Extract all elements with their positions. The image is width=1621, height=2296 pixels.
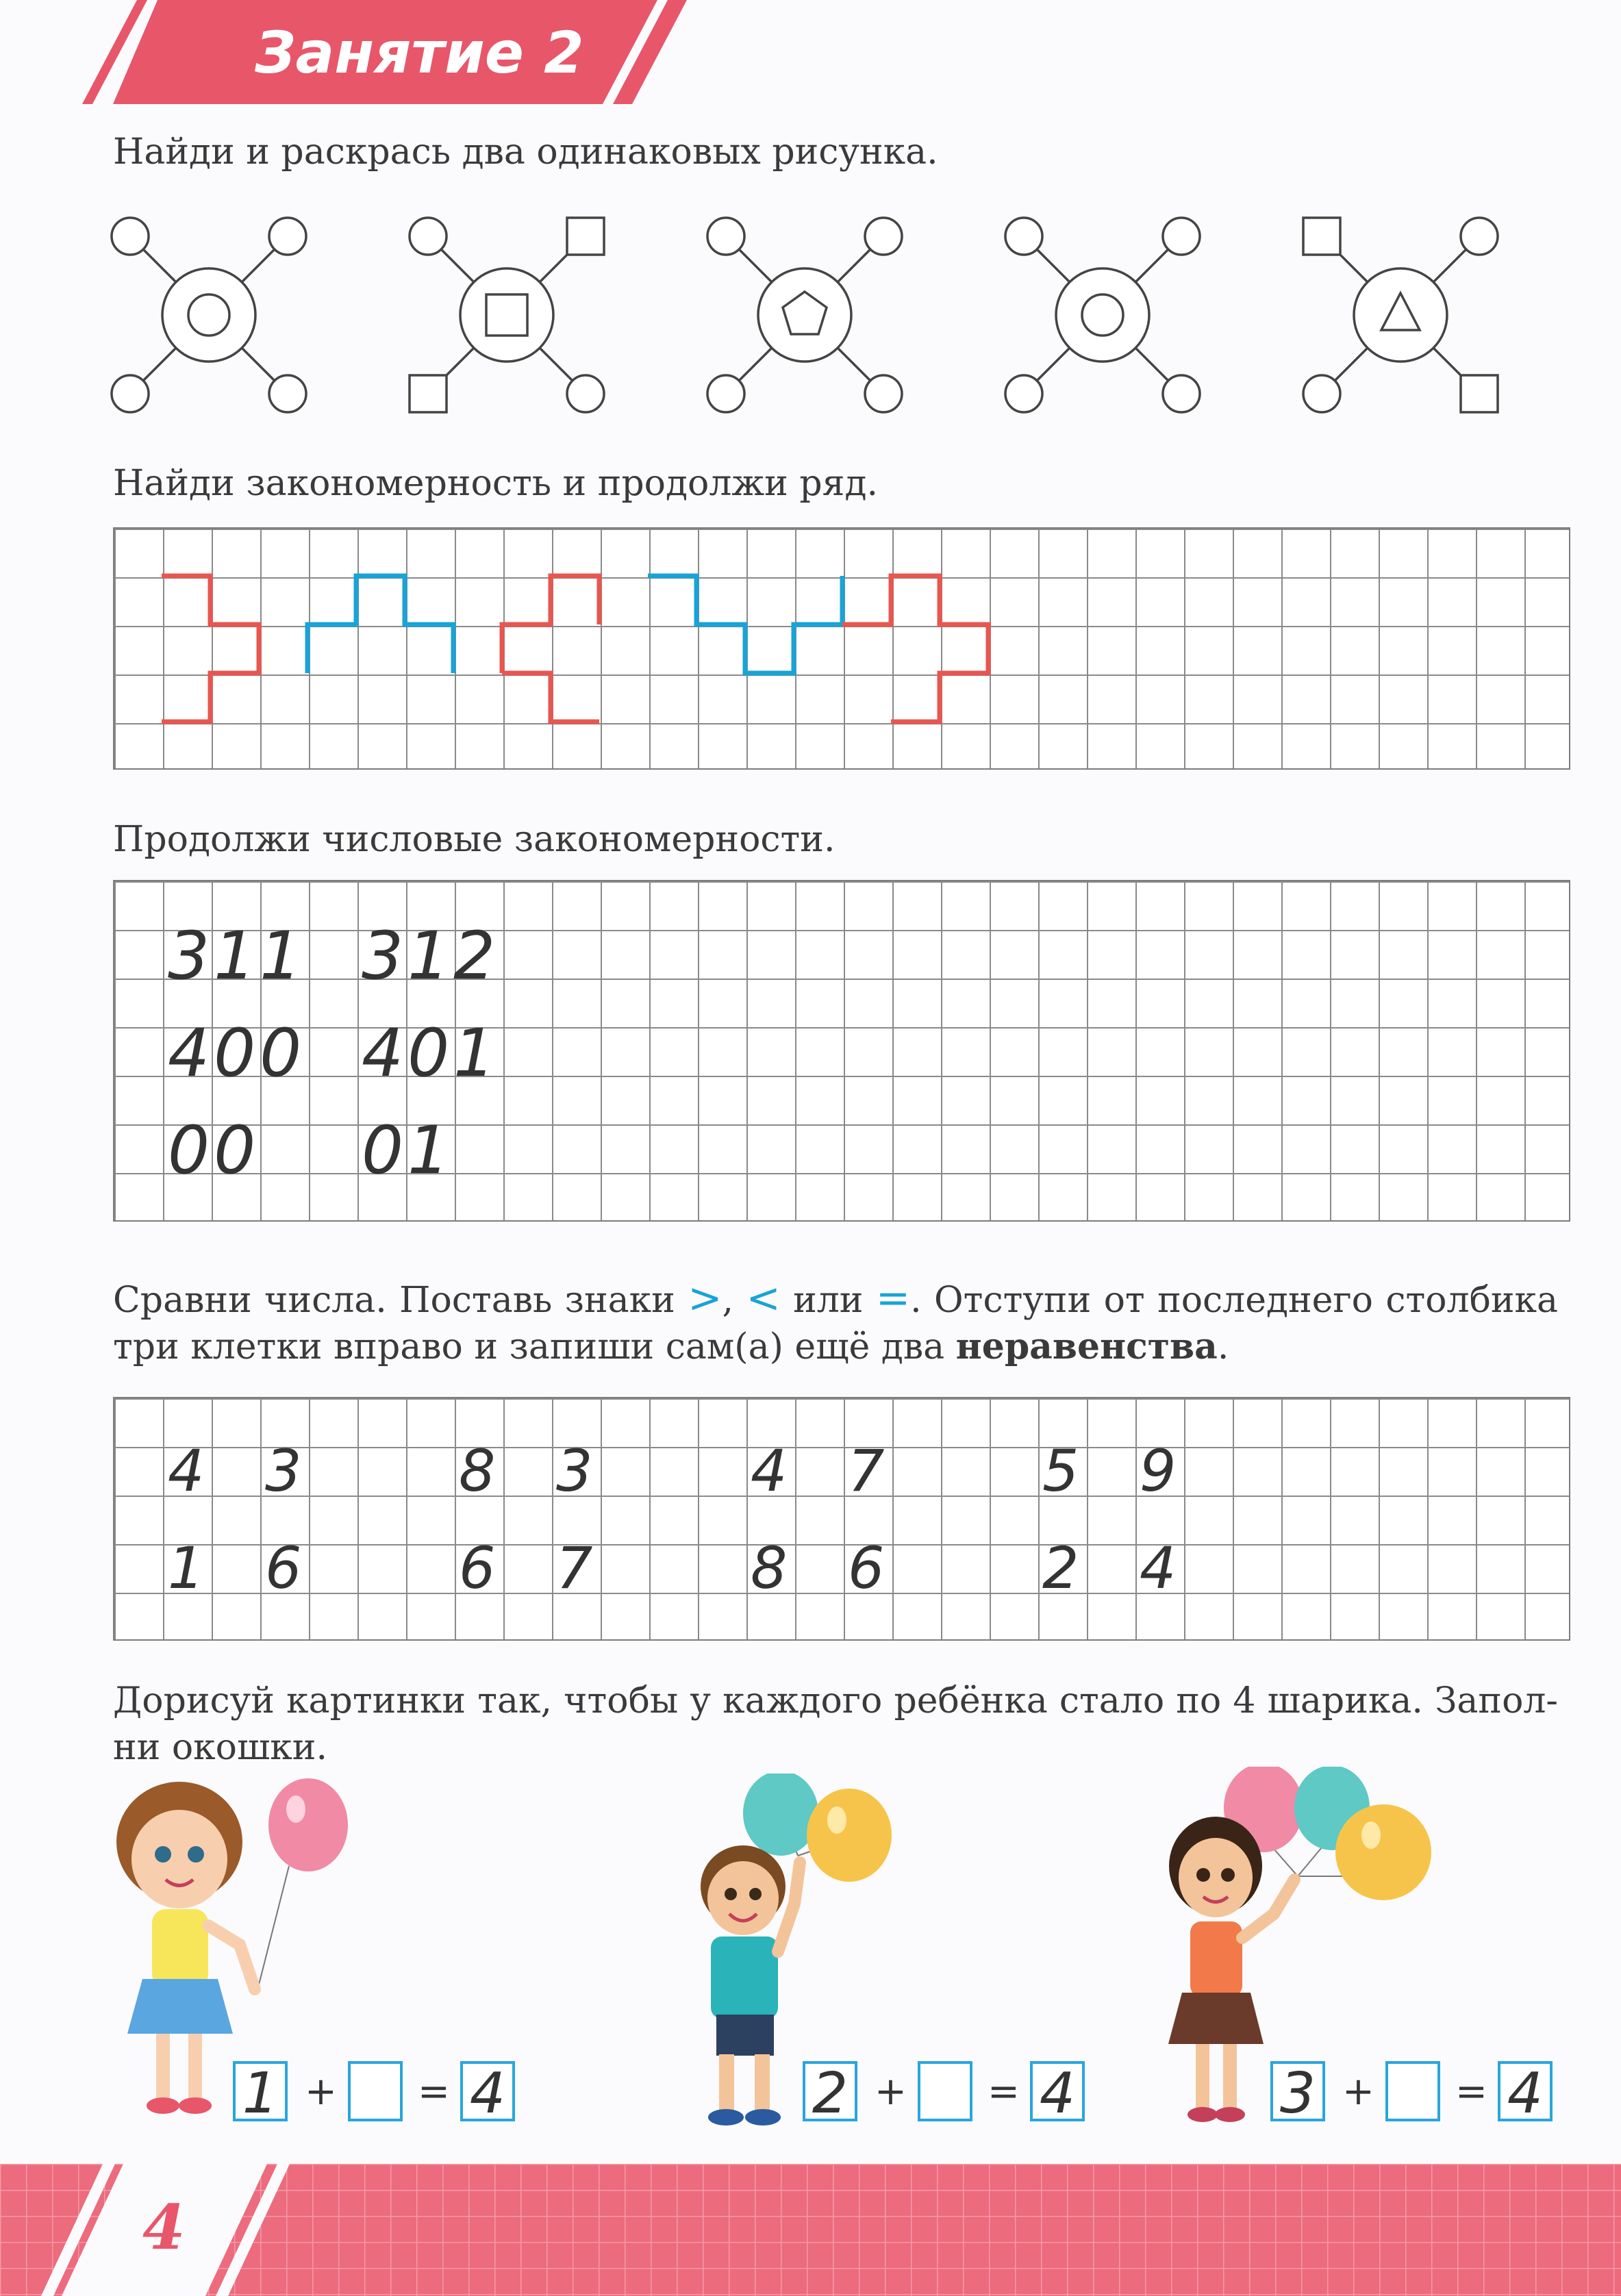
cmp-bot-2b: 7	[556, 1535, 597, 1602]
less-sign: <	[746, 1274, 781, 1322]
equation3-box-c: 4	[1498, 2061, 1553, 2121]
pattern-lines	[113, 527, 1568, 767]
cmp-bot-2a: 6	[459, 1535, 500, 1602]
equation3-equals: =	[1455, 2069, 1487, 2114]
equals-sign: =	[875, 1274, 911, 1322]
cmp-bot-3b: 6	[848, 1535, 889, 1602]
equation2-box-a: 2	[803, 2061, 857, 2121]
cmp-top-2b: 3	[556, 1437, 597, 1504]
seq-row2-a: 400	[168, 1015, 306, 1092]
footer-bar	[0, 2164, 1621, 2296]
cmp-bot-4a: 2	[1042, 1535, 1083, 1602]
cmp-bot-4b: 4	[1140, 1535, 1181, 1602]
equation3-box-a: 3	[1270, 2061, 1325, 2121]
lesson-title: Занятие 2	[255, 19, 584, 86]
cmp-top-1b: 3	[265, 1437, 306, 1504]
figure-3	[707, 218, 902, 412]
equation1-plus: +	[305, 2069, 337, 2114]
equation2-equals: =	[988, 2069, 1020, 2114]
figure-4	[1005, 218, 1200, 412]
cmp-top-1a: 4	[168, 1437, 209, 1504]
task4-instruction: Сравни числа. Поставь знаки >, < или =. Отступи от последнего столбика три клетки вправо и запиши сам(а) ещё два неравенства.	[113, 1274, 1559, 1367]
equation1-box-c: 4	[460, 2061, 515, 2121]
cmp-bot-1b: 6	[265, 1535, 306, 1602]
task1-instruction: Найди и раскрась два одинаковых рисунка.	[113, 131, 938, 173]
figure-2	[410, 218, 604, 412]
cmp-top-3b: 7	[848, 1437, 889, 1504]
equation1-equals: =	[418, 2069, 450, 2114]
cmp-top-4b: 9	[1140, 1437, 1181, 1504]
sequence-grid	[113, 880, 1570, 1222]
cmp-top-3a: 4	[751, 1437, 792, 1504]
greater-sign: >	[688, 1274, 722, 1322]
seq-row2-b: 401	[362, 1015, 500, 1092]
equation1-box-b[interactable]	[348, 2061, 403, 2121]
cmp-top-4a: 5	[1042, 1437, 1083, 1504]
equation2-box-c: 4	[1030, 2061, 1085, 2121]
figure-5	[1303, 218, 1498, 412]
task3-instruction: Продолжи числовые закономерности.	[113, 819, 835, 860]
seq-row1-a: 311	[168, 918, 306, 994]
cmp-top-2a: 8	[459, 1437, 500, 1504]
cmp-bot-3a: 8	[751, 1535, 792, 1602]
equation3-plus: +	[1342, 2069, 1374, 2114]
star-figures	[110, 205, 1561, 425]
figure-1	[112, 218, 306, 412]
equation2-box-b[interactable]	[918, 2061, 972, 2121]
equation1-box-a: 1	[233, 2061, 288, 2121]
equation2-plus: +	[875, 2069, 907, 2114]
task5-instruction: Дорисуй картинки так, чтобы у каждого ребёнка стало по 4 шарика. Запол-ни окошки.	[113, 1680, 1558, 1768]
seq-row3-b: 01	[362, 1112, 454, 1189]
page-number: 4	[142, 2191, 186, 2264]
task2-instruction: Найди закономерность и продолжи ряд.	[113, 463, 879, 504]
seq-row3-a: 00	[168, 1112, 260, 1189]
compare-grid	[113, 1397, 1570, 1641]
equation3-box-b[interactable]	[1385, 2061, 1440, 2121]
seq-row1-b: 312	[362, 918, 500, 994]
cmp-bot-1a: 1	[168, 1535, 209, 1602]
